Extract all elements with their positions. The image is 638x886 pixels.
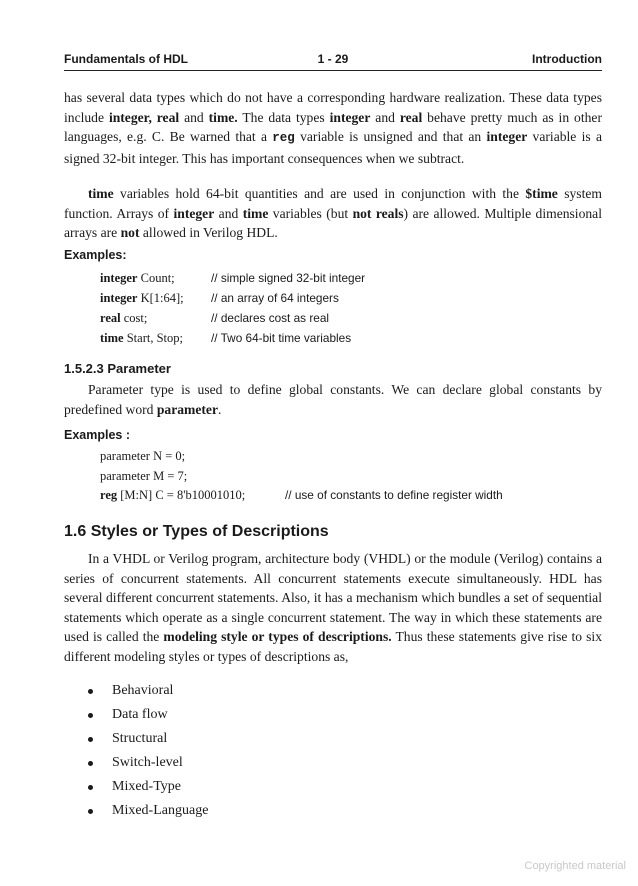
bold-text: integer: [486, 129, 528, 144]
list-item-label: Mixed-Language: [112, 803, 209, 818]
code-text: cost;: [120, 311, 148, 325]
bullet-icon: [88, 737, 93, 742]
header-rule: [64, 70, 602, 71]
list-item: [88, 705, 208, 729]
code-comment: // Two 64-bit time variables: [211, 331, 352, 345]
list-item-label: Structural: [112, 731, 168, 746]
text: variable is unsigned and that an: [294, 129, 487, 144]
text: variables (but: [268, 205, 353, 221]
bold-text: time: [242, 205, 269, 221]
code-comment: // an array of 64 integers: [211, 291, 339, 305]
text: behave pretty much as in other languages, e.g. C. Be warned that a: [64, 109, 602, 144]
code-keyword: integer: [100, 291, 138, 305]
code-comment: // simple signed 32-bit integer: [211, 271, 366, 285]
examples-label: Examples :: [64, 428, 131, 442]
bold-text: $time: [525, 186, 558, 201]
code-text: Count;: [137, 271, 175, 285]
list-item: [88, 753, 208, 777]
bold-text: not reals: [352, 205, 404, 221]
bold-text: integer: [329, 109, 371, 125]
bold-text: time: [88, 186, 114, 201]
text: allowed in Verilog HDL.: [139, 225, 278, 240]
list-item: [88, 729, 208, 753]
paragraph-parameter: [64, 380, 602, 419]
code-example-line: [100, 311, 330, 329]
text: has several data types which do not have a corresponding hardware realization. These data types include: [64, 90, 602, 125]
code-keyword: real: [100, 311, 121, 325]
bold-text: integer, real: [108, 109, 180, 125]
bullet-icon: [88, 689, 93, 694]
list-item-label: Behavioral: [112, 683, 174, 698]
subsection-heading-parameter: 1.5.2.3 Parameter: [64, 361, 171, 376]
paragraph-modeling-styles: [64, 549, 602, 666]
header-book-title: Fundamentals of HDL: [64, 52, 189, 66]
code-text: [M:N] C = 8'b10001010;: [117, 488, 246, 502]
running-header: [64, 52, 602, 68]
bold-text: integer: [173, 205, 215, 221]
examples-label: Examples:: [64, 248, 127, 262]
list-item: [88, 777, 208, 801]
text: .: [218, 401, 222, 417]
list-item-label: Switch-level: [112, 755, 183, 770]
bullet-icon: [88, 713, 93, 718]
text: and: [370, 109, 400, 125]
text: system function. Arrays of: [64, 186, 602, 221]
bold-text: real: [399, 109, 423, 125]
code-comment: // use of constants to define register width: [285, 488, 503, 502]
paragraph-data-types: [64, 88, 602, 168]
code-keyword: integer: [100, 271, 138, 285]
header-page-number: 1 - 29: [317, 52, 349, 66]
text: Parameter type is used to define global constants. We can declare global constants by predefined word: [64, 382, 602, 417]
text: and: [179, 109, 209, 125]
text: and: [214, 205, 243, 221]
bold-text: not: [120, 225, 140, 240]
code-example-line: parameter N = 0;: [100, 449, 186, 463]
text: The data types: [237, 109, 330, 125]
code-text: Start, Stop;: [123, 331, 183, 345]
bold-text: modeling style or types of descriptions.: [163, 629, 392, 644]
bold-text: time.: [208, 109, 238, 125]
modeling-styles-list: [88, 681, 208, 825]
code-example-line: [100, 271, 366, 289]
list-item: [88, 801, 208, 825]
copyright-watermark: Copyrighted material: [524, 860, 626, 872]
paragraph-time-variables: [64, 184, 602, 243]
text: variable is a signed 32-bit integer. This has important consequences when we subtract.: [64, 129, 602, 166]
section-heading-styles: 1.6 Styles or Types of Descriptions: [64, 523, 329, 540]
list-item: [88, 681, 208, 705]
text: In a VHDL or Verilog program, architecture body (VHDL) or the module (Verilog) contains a series of concurrent statements. All concurrent statements execute simultaneously. HDL has several different concurrent statements. Also, it has a mechanism which bundles a set of sequential statements which operate as a single concurrent statement. The way in which these statements are used is called the: [64, 551, 602, 644]
bold-text: parameter: [156, 401, 218, 417]
list-item-label: Mixed-Type: [112, 779, 182, 794]
code-keyword: time: [100, 331, 124, 345]
code-example-line: parameter M = 7;: [100, 469, 188, 483]
bullet-icon: [88, 809, 93, 814]
text: ) are allowed. Multiple dimensional arrays are: [64, 205, 602, 240]
list-item-label: Data flow: [112, 707, 168, 722]
code-example-line: [100, 291, 339, 309]
text: Thus these statements give rise to six different modeling styles or types of descriptions as,: [64, 629, 603, 664]
code-comment: // declares cost as real: [211, 311, 330, 325]
code-example-line: [100, 488, 503, 506]
header-chapter-title: Introduction: [532, 52, 602, 66]
bullet-icon: [88, 785, 93, 790]
code-example-line: [100, 331, 352, 349]
code-keyword: reg: [272, 131, 295, 145]
bullet-icon: [88, 761, 93, 766]
text: variables hold 64-bit quantities and are used in conjunction with the: [113, 186, 526, 201]
code-text: K[1:64];: [137, 291, 184, 305]
code-keyword: reg: [100, 488, 118, 502]
